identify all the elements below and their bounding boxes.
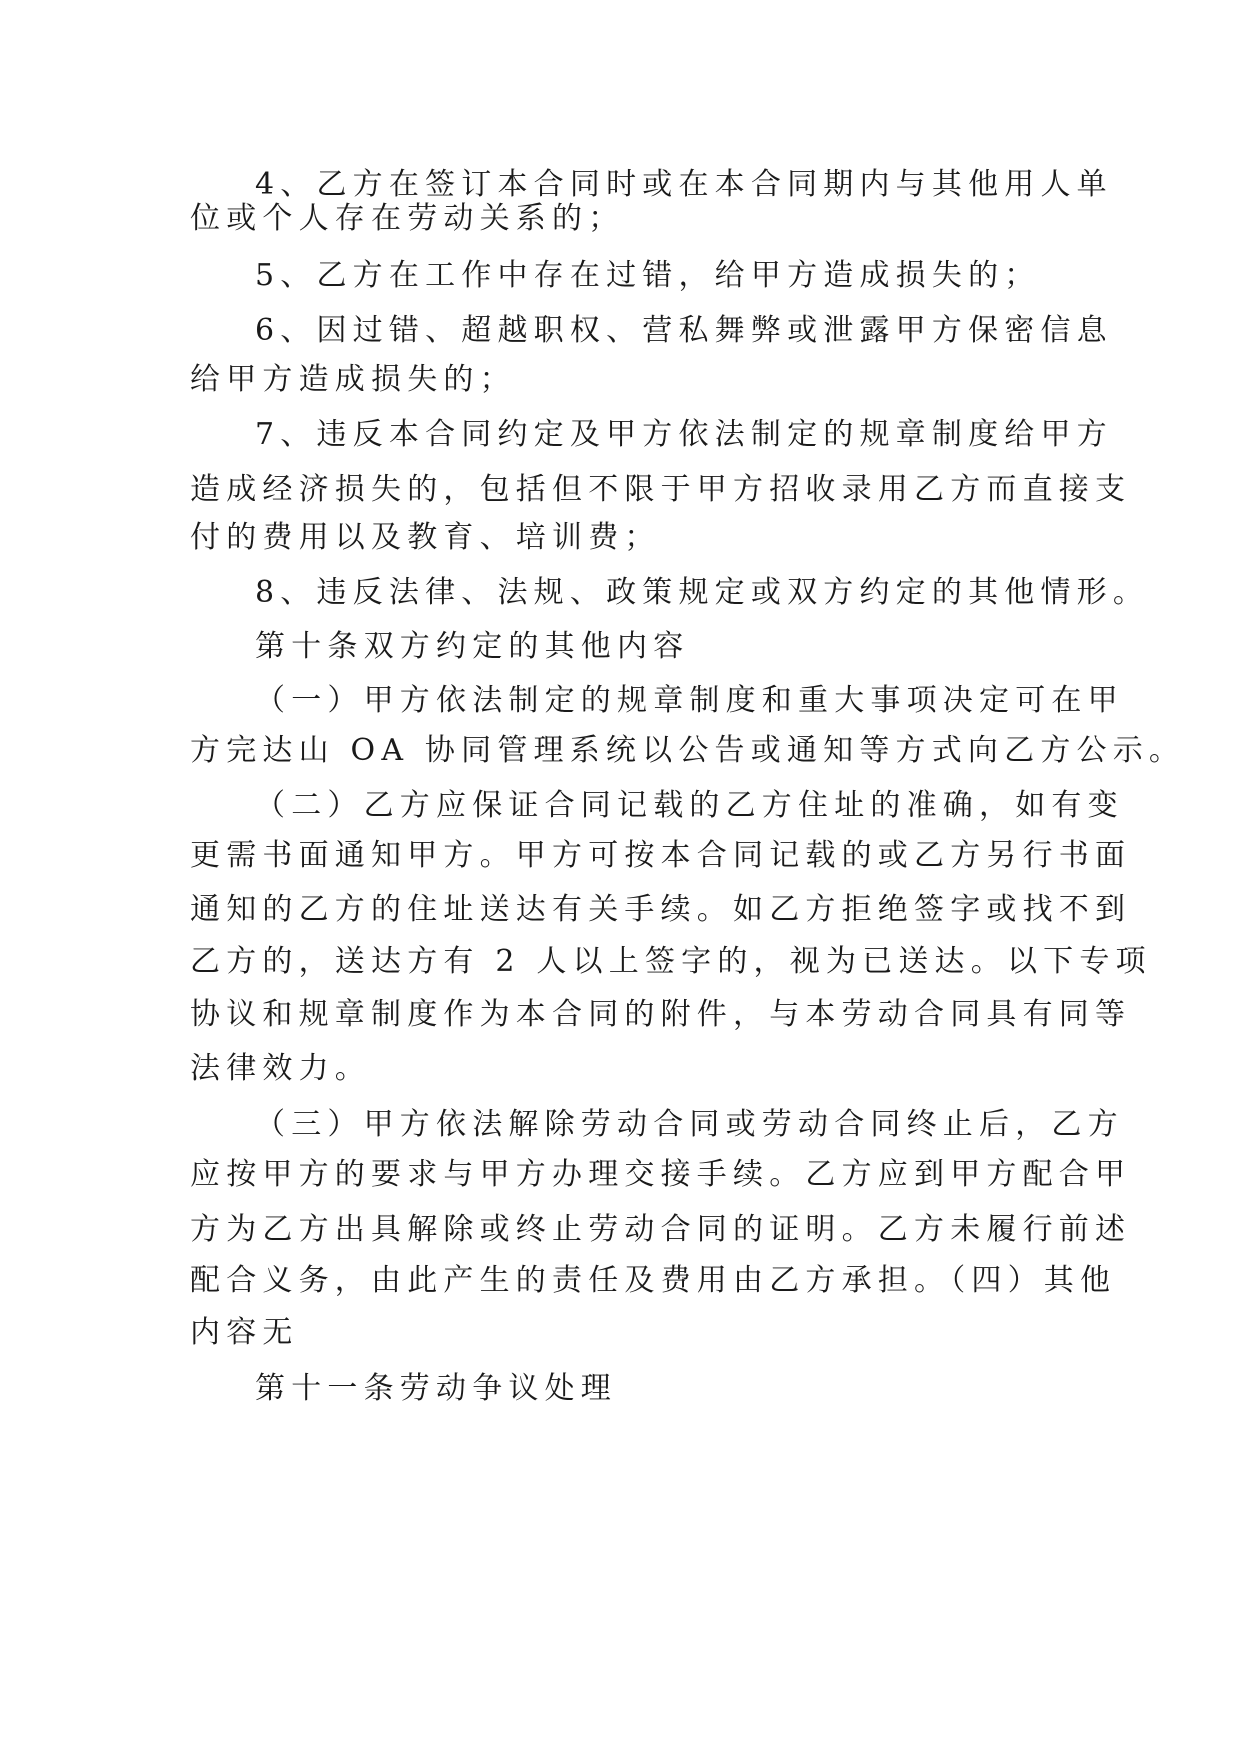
clause-7-line-2: 造成经济损失的，包括但不限于甲方招收录用乙方而直接支: [190, 472, 1132, 507]
clause-6-line-2: 给甲方造成损失的；: [190, 362, 516, 397]
item-2-line-5: 协议和规章制度作为本合同的附件，与本劳动合同具有同等: [190, 997, 1132, 1032]
item-1-line-1: （一）甲方依法制定的规章制度和重大事项决定可在甲: [255, 683, 1124, 718]
item-2-line-2: 更需书面通知甲方。甲方可按本合同记载的或乙方另行书面: [190, 838, 1132, 873]
item-2-line-4: 乙方的，送达方有 2 人以上签字的，视为已送达。以下专项: [190, 944, 1152, 979]
clause-7-line-3: 付的费用以及教育、培训费；: [190, 520, 661, 555]
article-11-heading: 第十一条劳动争议处理: [255, 1371, 617, 1406]
item-2-line-1: （二）乙方应保证合同记载的乙方住址的准确，如有变: [255, 788, 1124, 823]
item-2-line-6: 法律效力。: [190, 1051, 371, 1086]
clause-4-line-2: 位或个人存在劳动关系的；: [190, 201, 625, 236]
item-1-line-2: 方完达山 OA 协同管理系统以公告或通知等方式向乙方公示。: [190, 733, 1186, 768]
clause-8-line-1: 8、违反法律、法规、政策规定或双方约定的其他情形。: [255, 575, 1150, 610]
item-3-line-4: 配合义务，由此产生的责任及费用由乙方承担。（四）其他: [190, 1263, 1117, 1298]
item-3-line-1: （三）甲方依法解除劳动合同或劳动合同终止后，乙方: [255, 1107, 1124, 1142]
clause-5-line-1: 5、乙方在工作中存在过错，给甲方造成损失的；: [255, 258, 1041, 293]
item-2-line-3: 通知的乙方的住址送达有关手续。如乙方拒绝签字或找不到: [190, 892, 1132, 927]
item-3-line-2: 应按甲方的要求与甲方办理交接手续。乙方应到甲方配合甲: [190, 1157, 1132, 1192]
clause-7-line-1: 7、违反本合同约定及甲方依法制定的规章制度给甲方: [255, 417, 1113, 452]
item-4-line-1: 内容无: [190, 1315, 299, 1350]
article-10-heading: 第十条双方约定的其他内容: [255, 629, 690, 664]
clause-4-line-1: 4、乙方在签订本合同时或在本合同期内与其他用人单: [255, 167, 1113, 202]
item-3-line-3: 方为乙方出具解除或终止劳动合同的证明。乙方未履行前述: [190, 1212, 1132, 1247]
clause-6-line-1: 6、因过错、超越职权、营私舞弊或泄露甲方保密信息: [255, 313, 1113, 348]
